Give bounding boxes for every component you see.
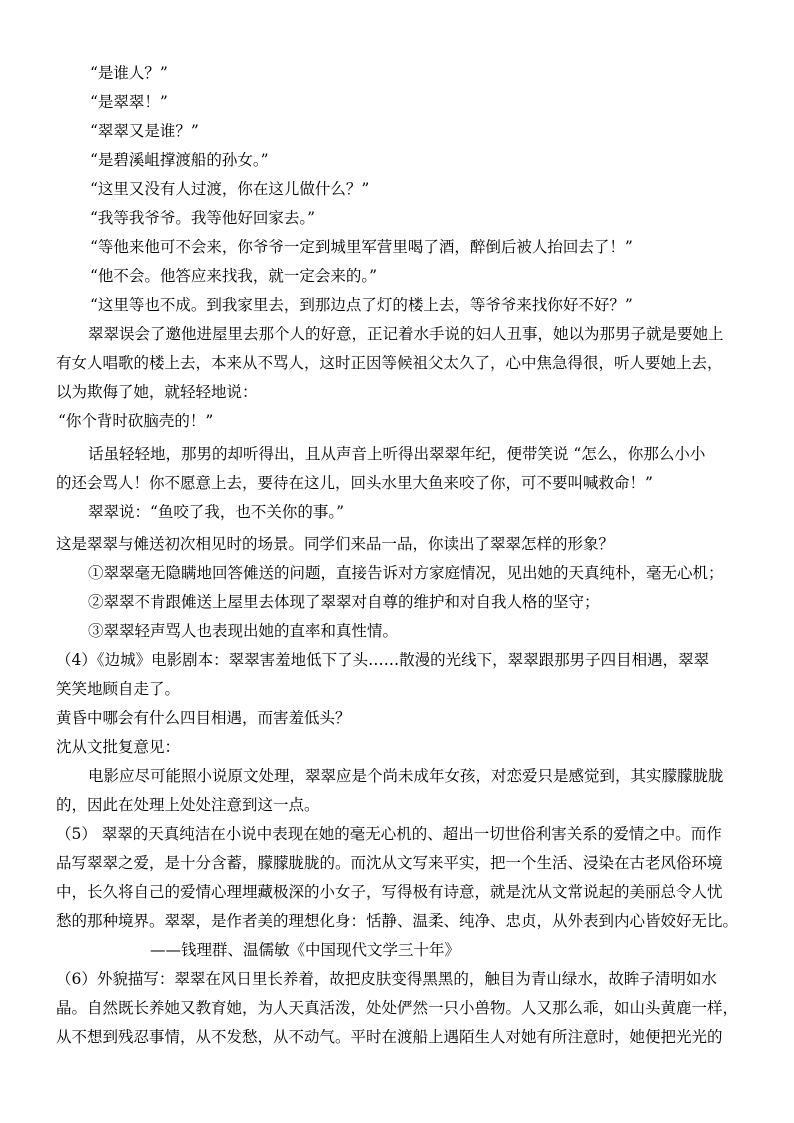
question-line: 这是翠翠与傩送初次相见时的场景。同学们来品一品，你读出了翠翠怎样的形象？ [56, 535, 615, 553]
answer-item: ①翠翠毫无隐瞒地回答傩送的问题，直接告诉对方家庭情况，见出她的天真纯朴，毫无心机； [88, 564, 724, 582]
paragraph-line: 翠翠误会了邀他进屋里去那个人的好意，正记着水手说的妇人丑事，她以为那男子就是要她上 [88, 325, 724, 343]
dialogue-line: “他不会。他答应来找我，就一定会来的。” [90, 267, 378, 285]
section-5-line: 中，长久将自己的爱情心理埋藏极深的小女子，写得极有诗意，就是沈从文常说起的美丽总令人忧 [56, 883, 723, 901]
paragraph-line: 有女人唱歌的楼上去，本来从不骂人，这时正因等候祖父太久了，心中焦急得很，听人要她上去， [56, 354, 723, 372]
answer-item: ②翠翠不肯跟傩送上屋里去体现了翠翠对自尊的维护和对自我人格的坚守； [88, 593, 600, 611]
question-line: 黄昏中哪会有什么四目相遇，而害羞低头？ [56, 709, 351, 727]
dialogue-line: “我等我爷爷。我等他好回家去。” [90, 209, 316, 227]
answer-item: ③翠翠轻声骂人也表现出她的直率和真性情。 [88, 622, 399, 640]
dialogue-line: “等他来他可不会来，你爷爷一定到城里军营里喝了酒，醉倒后被人抬回去了！” [90, 238, 633, 256]
section-4-line: （4）《边城》电影剧本：翠翠害羞地低下了头……散漫的光线下，翠翠跟那男子四目相遇，翠翠 [56, 651, 710, 669]
paragraph-line: 的还会骂人！你不愿意上去，要待在这儿，回头水里大鱼来咬了你，可不要叫喊救命！” [56, 474, 653, 492]
section-6-line: 从不想到残忍事情，从不发愁，从不动气。平时在渡船上遇陌生人对她有所注意时，她便把光光的 [56, 1028, 723, 1046]
paragraph-line: 沈从文批复意见： [56, 738, 181, 756]
dialogue-line: “这里等也不成。到我家里去，到那边点了灯的楼上去，等爷爷来找你好不好？” [90, 296, 633, 314]
paragraph-line: 翠翠说：“鱼咬了我，也不关你的事。” [88, 503, 345, 521]
section-5-line: 愁的那种境界。翠翠，是作者美的理想化身：恬静、温柔、纯净、忠贞，从外表到内心皆姣好无比。 [56, 912, 739, 930]
citation-line: ——钱理群、温儒敏《中国现代文学三十年》 [150, 941, 461, 959]
paragraph-line: 话虽轻轻地，那男的却听得出，且从声音上听得出翠翠年纪，便带笑说 “怎么，你那么小小 [88, 445, 706, 463]
dialogue-line: “是翠翠！” [90, 93, 168, 111]
section-6-line: 晶。自然既长养她又教育她，为人天真活泼，处处俨然一只小兽物。人又那么乖，如山头黄鹿一样， [56, 999, 739, 1017]
dialogue-line: “你个背时砍脑壳的！” [58, 412, 214, 430]
quote-line: 电影应尽可能照小说原文处理，翠翠应是个尚未成年女孩，对恋爱只是感觉到，其实朦朦胧胧 [88, 767, 724, 785]
dialogue-line: “是谁人？” [90, 64, 168, 82]
section-6-line: （6）外貌描写：翠翠在风日里长养着，故把皮肤变得黑黑的，触目为青山绿水，故眸子清明如水 [56, 970, 717, 988]
section-4-line: 笑笑地顾自走了。 [56, 680, 181, 698]
dialogue-line: “翠翠又是谁？” [90, 122, 199, 140]
section-5-line: 品写翠翠之爱，是十分含蓄，朦朦胧胧的。而沈从文写来平实，把一个生活、浸染在古老风俗环境 [56, 854, 723, 872]
dialogue-line: “是碧溪岨撑渡船的孙女。” [90, 151, 269, 169]
quote-line: 的，因此在处理上处处注意到这一点。 [56, 796, 320, 814]
paragraph-line: 以为欺侮了她，就轻轻地说： [56, 383, 258, 401]
section-5-line: （5） 翠翠的天真纯洁在小说中表现在她的毫无心机的、超出一切世俗利害关系的爱情之中。而作 [56, 825, 722, 843]
dialogue-line: “这里又没有人过渡，你在这儿做什么？” [90, 180, 370, 198]
